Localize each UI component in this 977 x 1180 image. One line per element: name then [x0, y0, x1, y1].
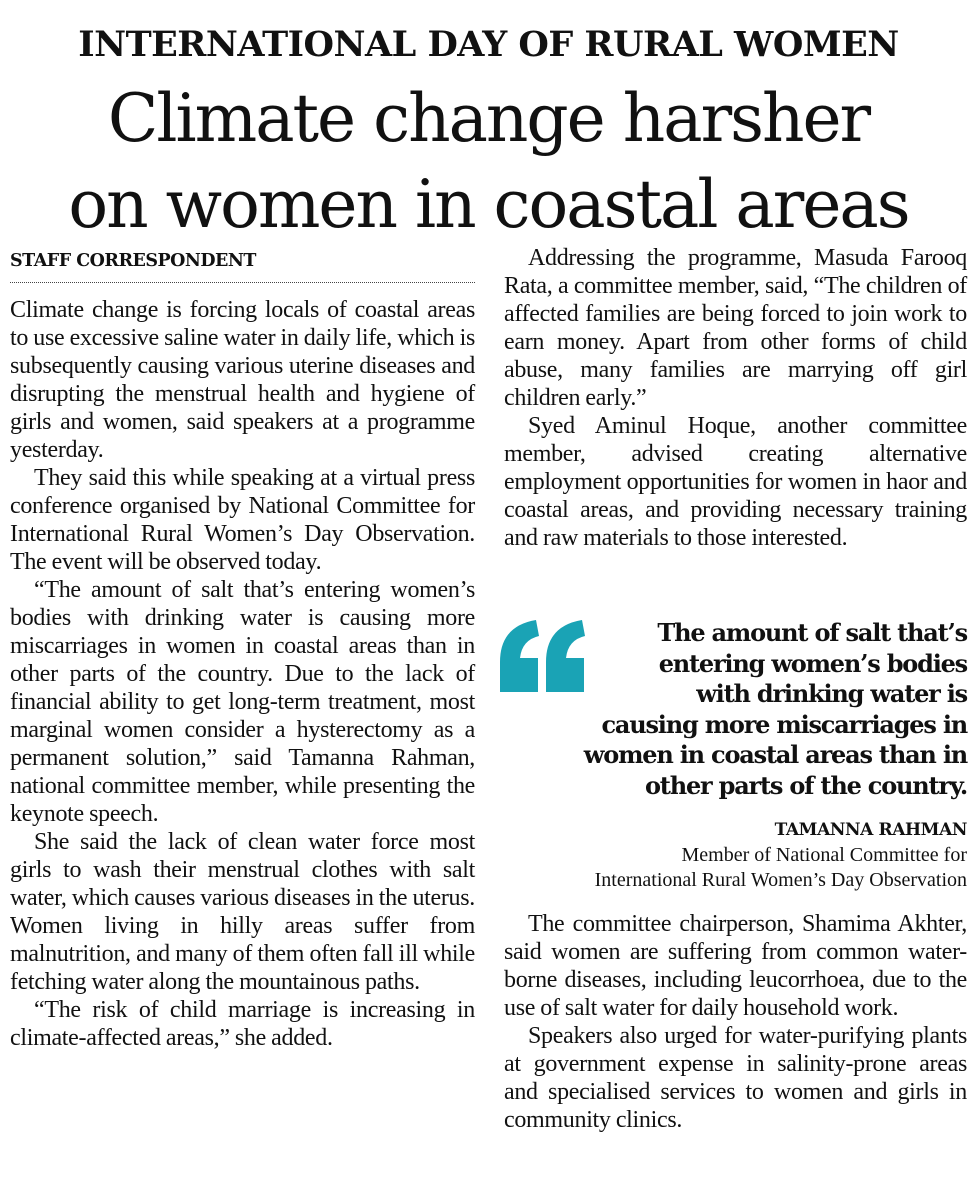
paragraph: “The amount of salt that’s entering women’s bodies with drinking water is causing more miscarriages in women in coastal areas than in other parts of the country. Due to the lack of financial ability to get long-term treatment, most marginal women consider a hysterectomy as a permanent solution,” said Tamanna Rahman, national committee member, while presenting the keynote speech. — [10, 577, 475, 827]
quote-left-stroke — [500, 620, 539, 692]
pull-quote-line: with drinking water is — [696, 679, 967, 708]
right-column-top — [504, 244, 967, 552]
paragraph: Syed Aminul Hoque, another committee member, advised creating alternative employment opportunities for women in haor and coastal areas, and providing necessary training and raw materials to those interested. — [504, 413, 967, 551]
paragraph: She said the lack of clean water force most girls to wash their menstrual clothes with salt water, which causes various diseases in the uterus. Women living in hilly areas suffer from malnutrition, and many of them often fall ill while fetching water along the mountainous paths. — [10, 829, 475, 995]
pull-quote-line: other parts of the country. — [645, 770, 967, 800]
byline: STAFF CORRESPONDENT — [10, 251, 256, 271]
left-column — [10, 296, 475, 1052]
pull-quote-line: entering women’s bodies — [658, 648, 967, 678]
byline-divider — [10, 282, 475, 283]
paragraph: Addressing the programme, Masuda Farooq Rata, a committee member, said, “The children of affected families are being forced to join work to earn money. Apart from other forms of child abuse, many families are marrying off girl children early.” — [504, 245, 967, 411]
quote-right-stroke — [546, 620, 585, 692]
right-column-bottom — [504, 910, 967, 1134]
pull-quote-line: women in coastal areas than in — [583, 740, 967, 769]
article-headline — [0, 76, 977, 248]
paragraph: The committee chairperson, Shamima Akhter, said women are suffering from common water-borne diseases, including leucorrhoea, due to the use of salt water for daily household work. — [504, 911, 967, 1021]
paragraph: Climate change is forcing locals of coastal areas to use excessive saline water in daily life, which is subsequently causing various uterine diseases and disrupting the menstrual health and hygiene of girls and women, said speakers at a programme yesterday. — [10, 297, 475, 463]
headline-line-1: Climate change harsher — [107, 80, 870, 157]
pull-quote-attribution-name: TAMANNA RAHMAN — [774, 820, 967, 840]
pull-quote-line: causing more miscarriages in — [601, 709, 967, 739]
article-kicker: INTERNATIONAL DAY OF RURAL WOMEN — [78, 24, 899, 65]
paragraph: Speakers also urged for water-purifying plants at government expense in salinity-prone areas and specialised services to women and girls in community clinics. — [504, 1023, 967, 1133]
pull-quote-line: The amount of salt that’s — [657, 618, 967, 647]
pull-quote — [583, 618, 967, 801]
pull-quote-attribution-role — [497, 843, 967, 893]
quote-glyph — [500, 620, 585, 692]
paragraph: They said this while speaking at a virtual press conference organised by National Committee for International Rural Women’s Day Observation. The event will be observed today. — [10, 465, 475, 575]
headline-line-2: on women in coastal areas — [68, 166, 909, 243]
attribution-role-line: International Rural Women’s Day Observation — [594, 869, 967, 891]
paragraph: “The risk of child marriage is increasing in climate-affected areas,” she added. — [10, 997, 475, 1051]
attribution-role-line: Member of National Committee for — [681, 844, 967, 866]
